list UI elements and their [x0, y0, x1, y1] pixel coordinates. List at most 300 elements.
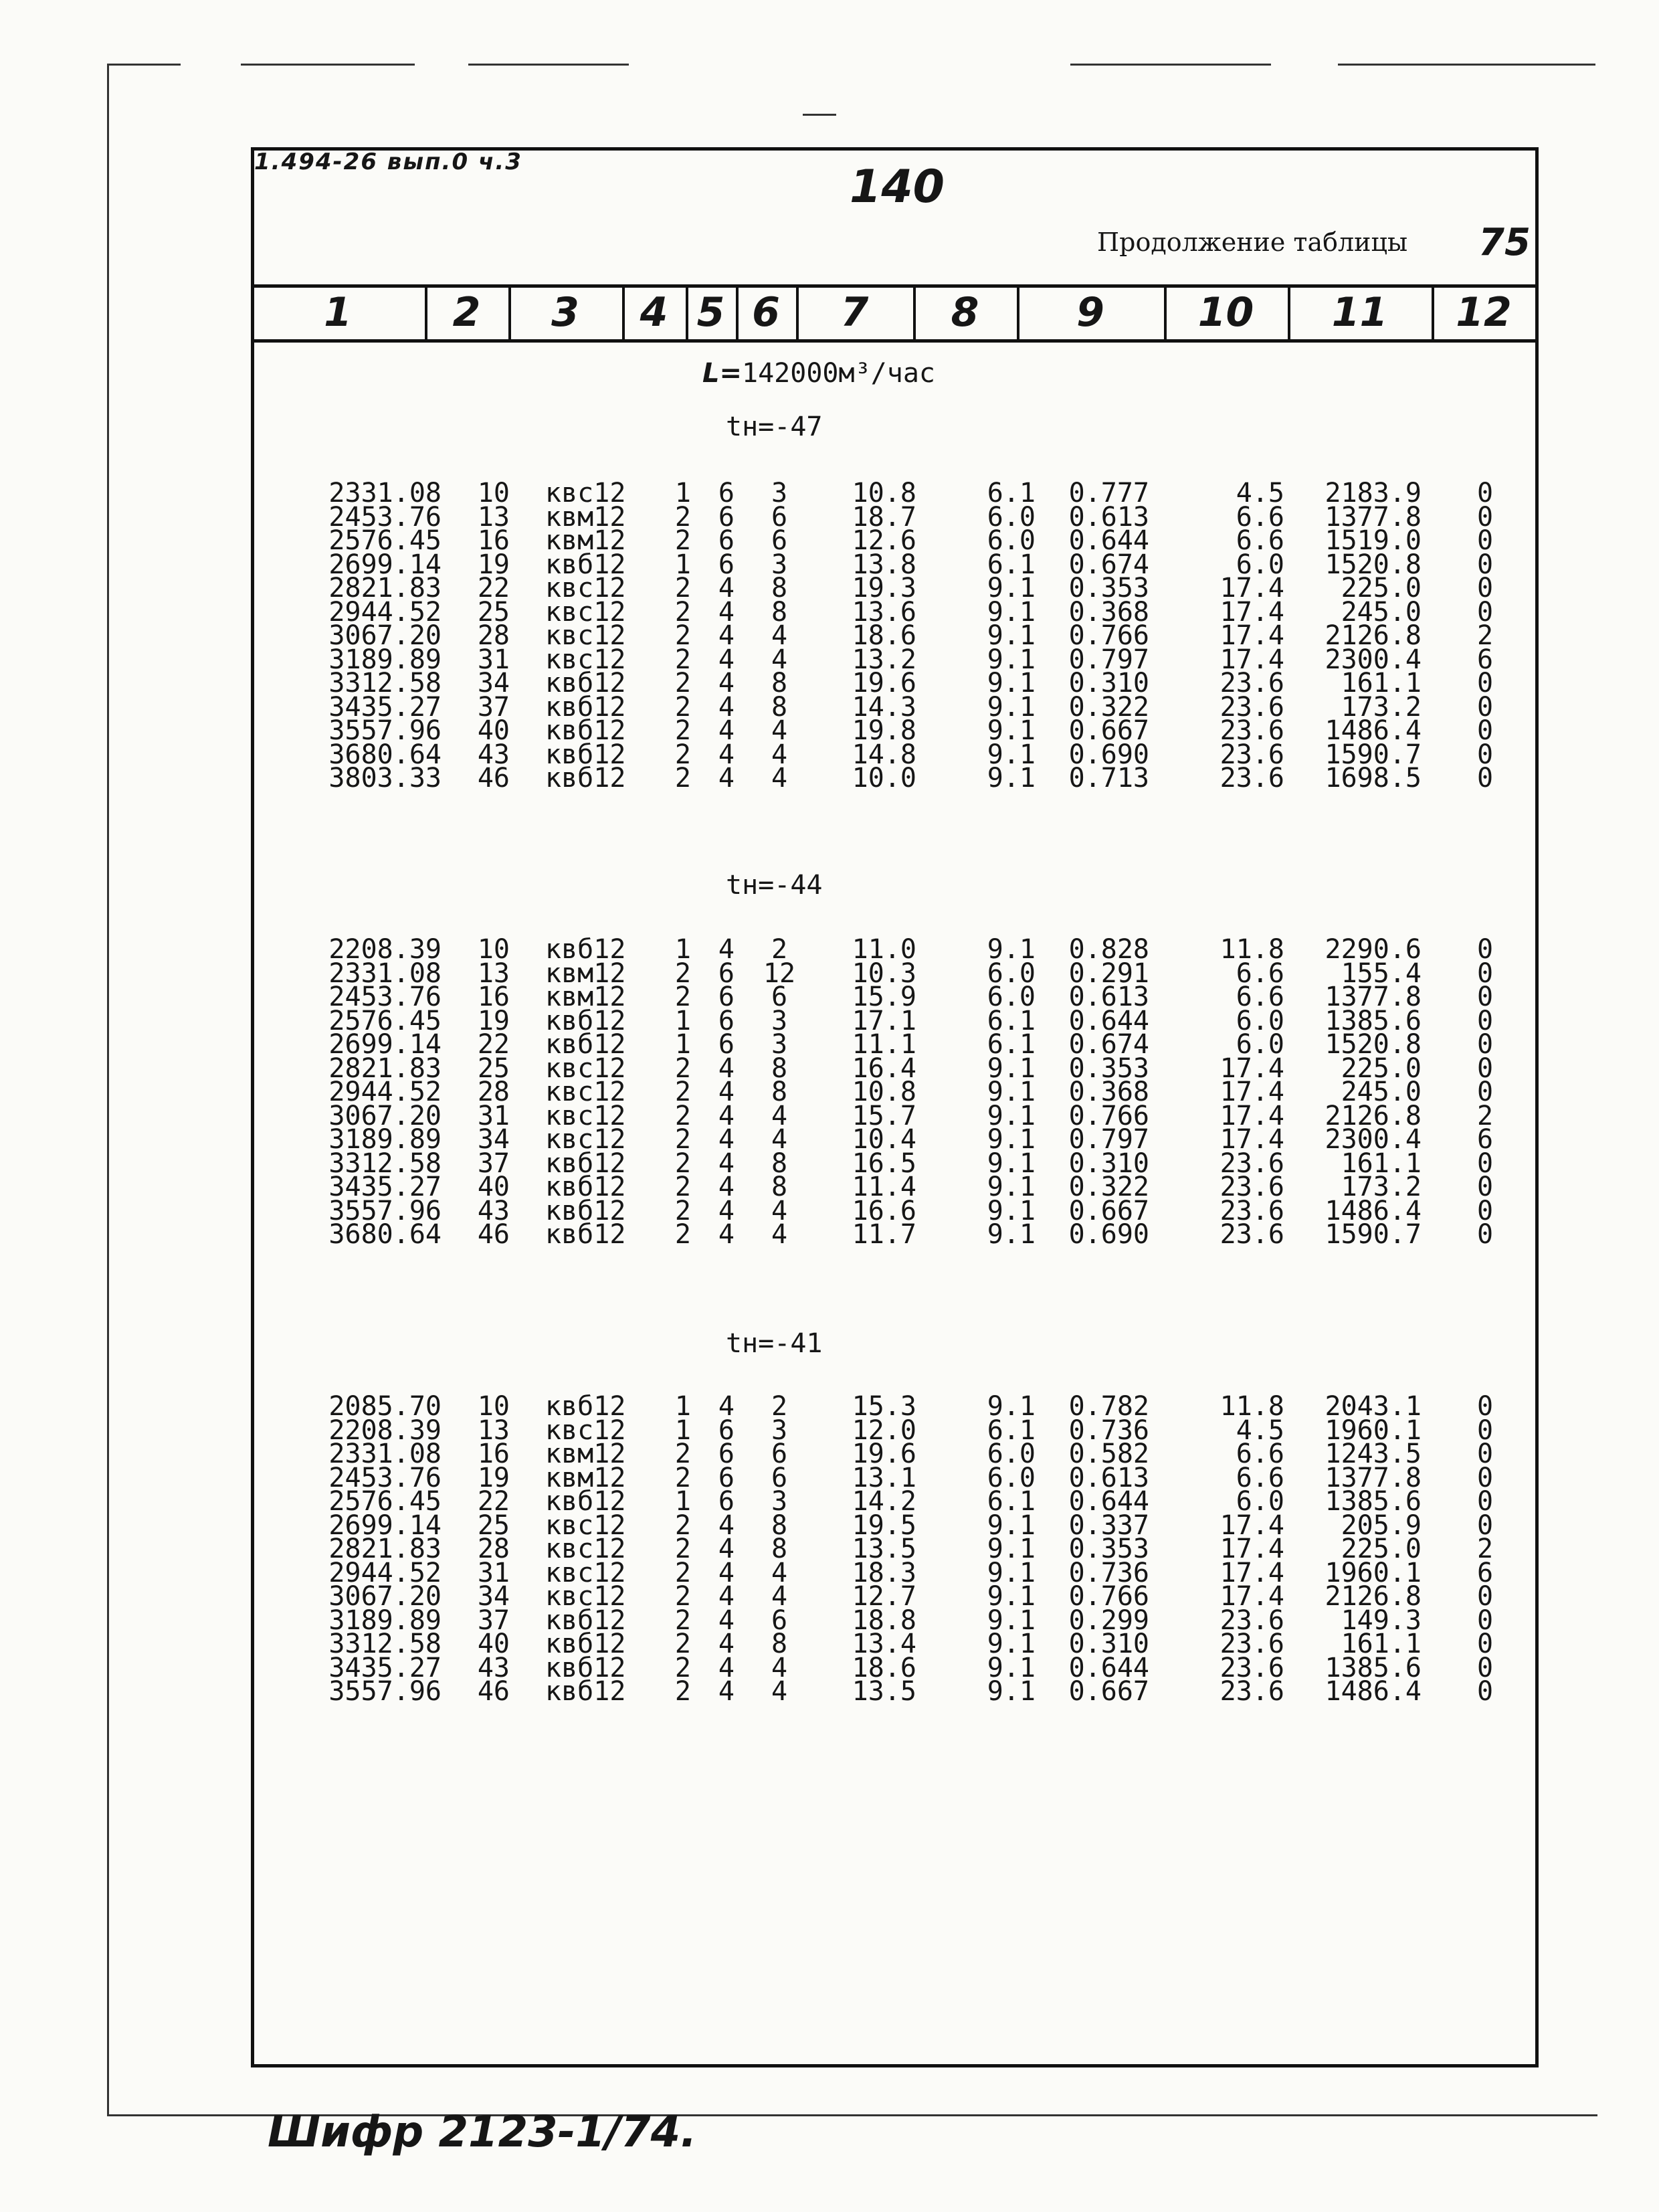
cell-col-10: 17.4 — [1219, 1100, 1284, 1131]
cell-col-8: 9.1 — [987, 691, 1036, 723]
cell-col-12: 0 — [1476, 739, 1494, 770]
cell-col-12: 0 — [1476, 525, 1494, 556]
cell-col-4: 2 — [674, 1439, 691, 1469]
cell-col-12: 2 — [1476, 1100, 1494, 1131]
cell-col-9: 0.613 — [1068, 501, 1149, 533]
cell-col-4: 1 — [674, 934, 691, 965]
cell-col-11: 155.4 — [1341, 957, 1422, 989]
cell-col-2: 13 — [477, 957, 510, 989]
page-number: 140 — [850, 161, 945, 213]
table-number: 75 — [1478, 221, 1531, 264]
cell-col-9: 0.644 — [1068, 1005, 1149, 1036]
cell-col-3: квс12 — [545, 620, 626, 651]
cell-col-7: 18.6 — [852, 1652, 916, 1683]
frame-top-segment — [241, 64, 415, 66]
cell-col-3: квс12 — [545, 1509, 626, 1541]
cell-col-12: 0 — [1476, 1029, 1494, 1060]
cell-col-8: 6.1 — [987, 1486, 1036, 1517]
cell-col-10: 23.6 — [1219, 691, 1284, 723]
cell-col-11: 245.0 — [1341, 596, 1422, 628]
cell-col-2: 46 — [477, 1676, 510, 1707]
cell-col-5: 6 — [718, 1414, 735, 1446]
cell-col-12: 2 — [1476, 620, 1494, 651]
cell-col-6: 6 — [771, 1462, 788, 1493]
document-code: 1.494-26 вып.0 ч.3 — [254, 149, 522, 175]
cell-col-5: 4 — [718, 1629, 735, 1659]
cell-col-10: 17.4 — [1219, 1124, 1284, 1155]
cell-col-11: 2043.1 — [1325, 1391, 1422, 1422]
cell-col-7: 14.3 — [852, 691, 916, 723]
cell-col-1: 3067.20 — [328, 620, 442, 651]
cell-col-1: 2453.76 — [328, 982, 442, 1012]
cell-col-1: 3557.96 — [328, 715, 442, 746]
cell-col-12: 0 — [1476, 1219, 1494, 1250]
cell-col-5: 4 — [718, 934, 735, 965]
cell-col-12: 0 — [1476, 934, 1494, 965]
cell-col-7: 16.5 — [852, 1147, 916, 1179]
cell-col-4: 2 — [674, 1534, 691, 1564]
cell-col-12: 0 — [1476, 1604, 1494, 1636]
cell-col-9: 0.736 — [1068, 1557, 1149, 1588]
cell-col-4: 2 — [674, 501, 691, 533]
cell-col-10: 23.6 — [1219, 1147, 1284, 1179]
cell-col-10: 11.8 — [1219, 934, 1284, 965]
cell-col-9: 0.797 — [1068, 1124, 1149, 1155]
cell-col-10: 4.5 — [1236, 478, 1284, 509]
cell-col-8: 9.1 — [987, 620, 1036, 651]
cell-col-9: 0.667 — [1068, 1676, 1149, 1707]
cell-col-1: 3189.89 — [328, 1604, 442, 1636]
cell-col-10: 4.5 — [1236, 1414, 1284, 1446]
cell-col-6: 12 — [763, 957, 796, 989]
cell-col-11: 173.2 — [1341, 691, 1422, 723]
cell-col-5: 6 — [718, 549, 735, 580]
cell-col-1: 2576.45 — [328, 525, 442, 556]
cell-col-9: 0.310 — [1068, 1629, 1149, 1659]
cell-col-8: 9.1 — [987, 763, 1036, 794]
cell-col-8: 9.1 — [987, 1124, 1036, 1155]
cell-col-2: 16 — [477, 525, 510, 556]
cell-col-1: 2085.70 — [328, 1391, 442, 1422]
cell-col-7: 15.9 — [852, 982, 916, 1012]
cell-col-12: 0 — [1476, 1581, 1494, 1612]
cell-col-6: 4 — [771, 1124, 788, 1155]
cell-col-9: 0.690 — [1068, 739, 1149, 770]
cell-col-2: 46 — [477, 1219, 510, 1250]
cell-col-11: 161.1 — [1341, 1147, 1422, 1179]
cell-col-8: 9.1 — [987, 1172, 1036, 1202]
cell-col-9: 0.644 — [1068, 1652, 1149, 1683]
header-column-number: 2 — [452, 289, 481, 336]
section-temperature-label: tн=-41 — [726, 1328, 823, 1359]
cell-col-6: 4 — [771, 1100, 788, 1131]
cell-col-5: 4 — [718, 1219, 735, 1250]
cell-col-8: 9.1 — [987, 1100, 1036, 1131]
cell-col-4: 2 — [674, 1172, 691, 1202]
cell-col-4: 2 — [674, 1195, 691, 1226]
cell-col-5: 4 — [718, 668, 735, 699]
cell-col-7: 16.6 — [852, 1195, 916, 1226]
cell-col-12: 0 — [1476, 1652, 1494, 1683]
cell-col-10: 6.0 — [1236, 1005, 1284, 1036]
header-column-number: 9 — [1076, 289, 1104, 336]
cell-col-9: 0.310 — [1068, 1147, 1149, 1179]
cell-col-5: 4 — [718, 1391, 735, 1422]
cell-col-6: 6 — [771, 501, 788, 533]
cell-col-9: 0.613 — [1068, 1462, 1149, 1493]
cell-col-6: 4 — [771, 1581, 788, 1612]
cell-col-4: 2 — [674, 1124, 691, 1155]
cell-col-4: 1 — [674, 478, 691, 509]
flow-rate-prefix: L= — [702, 358, 743, 389]
cell-col-3: квб12 — [545, 1629, 626, 1659]
cell-col-6: 4 — [771, 1219, 788, 1250]
cell-col-7: 19.3 — [852, 573, 916, 604]
cell-col-2: 10 — [477, 1391, 510, 1422]
frame-top-segment — [1070, 64, 1271, 66]
cell-col-1: 3312.58 — [328, 668, 442, 699]
header-column-number: 6 — [752, 289, 780, 336]
cell-col-6: 8 — [771, 1534, 788, 1564]
cell-col-7: 10.8 — [852, 1077, 916, 1107]
cell-col-10: 17.4 — [1219, 620, 1284, 651]
cell-col-7: 18.7 — [852, 501, 916, 533]
cell-col-7: 15.7 — [852, 1100, 916, 1131]
cell-col-11: 1590.7 — [1325, 1219, 1422, 1250]
cell-col-3: квс12 — [545, 1557, 626, 1588]
cell-col-6: 3 — [771, 478, 788, 509]
cell-col-7: 13.8 — [852, 549, 916, 580]
cell-col-5: 4 — [718, 691, 735, 723]
cell-col-2: 34 — [477, 668, 510, 699]
cell-col-11: 2126.8 — [1325, 1100, 1422, 1131]
cell-col-12: 0 — [1476, 1462, 1494, 1493]
cell-col-10: 23.6 — [1219, 1195, 1284, 1226]
cell-col-1: 2208.39 — [328, 1414, 442, 1446]
cell-col-7: 11.0 — [852, 934, 916, 965]
cell-col-3: квм12 — [545, 982, 626, 1012]
cell-col-10: 23.6 — [1219, 668, 1284, 699]
cell-col-8: 9.1 — [987, 573, 1036, 604]
cell-col-7: 16.4 — [852, 1052, 916, 1084]
cell-col-6: 8 — [771, 1509, 788, 1541]
cell-col-7: 13.6 — [852, 596, 916, 628]
cell-col-9: 0.291 — [1068, 957, 1149, 989]
cell-col-8: 6.0 — [987, 1439, 1036, 1469]
cell-col-1: 3067.20 — [328, 1581, 442, 1612]
cell-col-8: 9.1 — [987, 1219, 1036, 1250]
cell-col-10: 23.6 — [1219, 1676, 1284, 1707]
cell-col-7: 10.8 — [852, 478, 916, 509]
cell-col-3: квс12 — [545, 1052, 626, 1084]
cell-col-3: квб12 — [545, 739, 626, 770]
cell-col-1: 3680.64 — [328, 1219, 442, 1250]
header-bottom-rule — [251, 339, 1539, 343]
cell-col-7: 11.4 — [852, 1172, 916, 1202]
cell-col-2: 31 — [477, 644, 510, 675]
cell-col-1: 2699.14 — [328, 549, 442, 580]
cell-col-5: 6 — [718, 1486, 735, 1517]
cell-col-2: 34 — [477, 1581, 510, 1612]
cell-col-10: 17.4 — [1219, 1077, 1284, 1107]
cell-col-7: 10.4 — [852, 1124, 916, 1155]
cell-col-3: квб12 — [545, 934, 626, 965]
cell-col-9: 0.368 — [1068, 596, 1149, 628]
cell-col-11: 225.0 — [1341, 1534, 1422, 1564]
cell-col-11: 1377.8 — [1325, 1462, 1422, 1493]
cell-col-1: 2699.14 — [328, 1509, 442, 1541]
cell-col-9: 0.368 — [1068, 1077, 1149, 1107]
cell-col-11: 245.0 — [1341, 1077, 1422, 1107]
cell-col-12: 6 — [1476, 1557, 1494, 1588]
cell-col-10: 17.4 — [1219, 573, 1284, 604]
cell-col-1: 2944.52 — [328, 596, 442, 628]
frame-top-segment — [468, 64, 629, 66]
cell-col-9: 0.690 — [1068, 1219, 1149, 1250]
cell-col-1: 2699.14 — [328, 1029, 442, 1060]
cell-col-4: 2 — [674, 1219, 691, 1250]
cell-col-1: 2576.45 — [328, 1005, 442, 1036]
cell-col-2: 28 — [477, 1534, 510, 1564]
cell-col-5: 4 — [718, 715, 735, 746]
cell-col-2: 40 — [477, 1172, 510, 1202]
cell-col-1: 3189.89 — [328, 1124, 442, 1155]
cell-col-12: 0 — [1476, 982, 1494, 1012]
cell-col-8: 9.1 — [987, 1581, 1036, 1612]
cell-col-8: 6.1 — [987, 1414, 1036, 1446]
cell-col-4: 2 — [674, 620, 691, 651]
cell-col-11: 1486.4 — [1325, 1676, 1422, 1707]
cell-col-4: 2 — [674, 668, 691, 699]
cell-col-7: 17.1 — [852, 1005, 916, 1036]
cell-col-2: 16 — [477, 1439, 510, 1469]
cell-col-2: 19 — [477, 549, 510, 580]
cell-col-1: 2821.83 — [328, 1534, 442, 1564]
cell-col-8: 6.1 — [987, 1005, 1036, 1036]
cell-col-8: 6.0 — [987, 982, 1036, 1012]
cell-col-8: 9.1 — [987, 1652, 1036, 1683]
cell-col-9: 0.353 — [1068, 573, 1149, 604]
cell-col-1: 2208.39 — [328, 934, 442, 965]
cell-col-2: 46 — [477, 763, 510, 794]
cell-col-4: 2 — [674, 1652, 691, 1683]
header-top-rule — [251, 284, 1539, 288]
cell-col-11: 1698.5 — [1325, 763, 1422, 794]
cell-col-12: 0 — [1476, 596, 1494, 628]
cell-col-2: 28 — [477, 620, 510, 651]
cell-col-3: квб12 — [545, 1391, 626, 1422]
cell-col-4: 2 — [674, 1557, 691, 1588]
cell-col-2: 43 — [477, 739, 510, 770]
cell-col-6: 4 — [771, 1676, 788, 1707]
cell-col-6: 4 — [771, 763, 788, 794]
cell-col-2: 10 — [477, 934, 510, 965]
cell-col-1: 3680.64 — [328, 739, 442, 770]
cell-col-4: 2 — [674, 525, 691, 556]
cell-col-12: 0 — [1476, 549, 1494, 580]
cell-col-1: 3435.27 — [328, 1172, 442, 1202]
cell-col-1: 3312.58 — [328, 1629, 442, 1659]
cell-col-12: 0 — [1476, 668, 1494, 699]
cell-col-10: 6.6 — [1236, 957, 1284, 989]
cell-col-11: 1519.0 — [1325, 525, 1422, 556]
cell-col-9: 0.797 — [1068, 644, 1149, 675]
cell-col-9: 0.782 — [1068, 1391, 1149, 1422]
cell-col-8: 9.1 — [987, 596, 1036, 628]
cell-col-12: 2 — [1476, 1534, 1494, 1564]
cell-col-3: квб12 — [545, 1486, 626, 1517]
cell-col-10: 6.0 — [1236, 1486, 1284, 1517]
cell-col-12: 0 — [1476, 1147, 1494, 1179]
cell-col-11: 2126.8 — [1325, 1581, 1422, 1612]
cell-col-5: 4 — [718, 739, 735, 770]
cell-col-10: 23.6 — [1219, 739, 1284, 770]
header-column-number: 1 — [324, 289, 352, 336]
cell-col-9: 0.353 — [1068, 1052, 1149, 1084]
cell-col-1: 3312.58 — [328, 1147, 442, 1179]
cell-col-12: 0 — [1476, 1005, 1494, 1036]
header-column-number: 3 — [551, 289, 579, 336]
cell-col-1: 3435.27 — [328, 691, 442, 723]
cell-col-2: 40 — [477, 1629, 510, 1659]
cell-col-10: 17.4 — [1219, 596, 1284, 628]
cell-col-6: 8 — [771, 1172, 788, 1202]
cell-col-1: 2944.52 — [328, 1557, 442, 1588]
cell-col-4: 2 — [674, 1147, 691, 1179]
cell-col-3: квс12 — [545, 1534, 626, 1564]
cell-col-7: 19.6 — [852, 668, 916, 699]
cell-col-9: 0.337 — [1068, 1509, 1149, 1541]
cell-col-10: 6.6 — [1236, 1462, 1284, 1493]
cell-col-11: 1590.7 — [1325, 739, 1422, 770]
cell-col-12: 0 — [1476, 1195, 1494, 1226]
cell-col-3: квм12 — [545, 957, 626, 989]
cell-col-7: 14.2 — [852, 1486, 916, 1517]
cell-col-12: 0 — [1476, 501, 1494, 533]
cell-col-4: 2 — [674, 1100, 691, 1131]
cell-col-11: 2300.4 — [1325, 644, 1422, 675]
flow-rate-value: 142000м³/час — [742, 358, 935, 389]
cell-col-3: квс12 — [545, 644, 626, 675]
cell-col-10: 23.6 — [1219, 1604, 1284, 1636]
flow-rate — [702, 358, 935, 389]
cell-col-11: 1520.8 — [1325, 1029, 1422, 1060]
cell-col-5: 6 — [718, 478, 735, 509]
cell-col-10: 17.4 — [1219, 644, 1284, 675]
cell-col-6: 6 — [771, 1439, 788, 1469]
cell-col-4: 2 — [674, 644, 691, 675]
cell-col-7: 13.2 — [852, 644, 916, 675]
cell-col-10: 6.0 — [1236, 1029, 1284, 1060]
cell-col-5: 4 — [718, 1581, 735, 1612]
cell-col-12: 0 — [1476, 1077, 1494, 1107]
cell-col-2: 37 — [477, 1604, 510, 1636]
cell-col-8: 9.1 — [987, 934, 1036, 965]
cell-col-8: 9.1 — [987, 668, 1036, 699]
cell-col-9: 0.667 — [1068, 715, 1149, 746]
cell-col-9: 0.828 — [1068, 934, 1149, 965]
cell-col-9: 0.674 — [1068, 549, 1149, 580]
cell-col-4: 2 — [674, 1462, 691, 1493]
cell-col-12: 0 — [1476, 1486, 1494, 1517]
cell-col-6: 8 — [771, 1147, 788, 1179]
cell-col-8: 9.1 — [987, 1195, 1036, 1226]
header-column-number: 4 — [640, 289, 668, 336]
cell-col-12: 6 — [1476, 1124, 1494, 1155]
cell-col-8: 9.1 — [987, 1557, 1036, 1588]
cell-col-3: квм12 — [545, 525, 626, 556]
cell-col-6: 3 — [771, 1486, 788, 1517]
cell-col-8: 6.0 — [987, 1462, 1036, 1493]
cell-col-5: 6 — [718, 1439, 735, 1469]
cell-col-9: 0.644 — [1068, 1486, 1149, 1517]
cell-col-10: 6.6 — [1236, 982, 1284, 1012]
cell-col-4: 1 — [674, 1414, 691, 1446]
cell-col-7: 13.4 — [852, 1629, 916, 1659]
cell-col-9: 0.613 — [1068, 982, 1149, 1012]
cell-col-4: 1 — [674, 1029, 691, 1060]
cell-col-2: 10 — [477, 478, 510, 509]
cell-col-3: квб12 — [545, 691, 626, 723]
cell-col-11: 225.0 — [1341, 1052, 1422, 1084]
cell-col-6: 8 — [771, 596, 788, 628]
cell-col-11: 1377.8 — [1325, 982, 1422, 1012]
cell-col-11: 1243.5 — [1325, 1439, 1422, 1469]
cell-col-2: 43 — [477, 1195, 510, 1226]
cell-col-2: 37 — [477, 1147, 510, 1179]
cell-col-3: квб12 — [545, 715, 626, 746]
cell-col-6: 4 — [771, 1557, 788, 1588]
cell-col-4: 1 — [674, 1391, 691, 1422]
cell-col-6: 4 — [771, 739, 788, 770]
cell-col-8: 9.1 — [987, 1391, 1036, 1422]
cell-col-2: 19 — [477, 1462, 510, 1493]
cell-col-4: 2 — [674, 1676, 691, 1707]
continuation-label: Продолжение таблицы — [1097, 227, 1408, 257]
cell-col-11: 1385.6 — [1325, 1005, 1422, 1036]
cell-col-6: 3 — [771, 1005, 788, 1036]
cell-col-1: 2331.08 — [328, 478, 442, 509]
cell-col-3: квс12 — [545, 573, 626, 604]
cell-col-5: 4 — [718, 1604, 735, 1636]
cell-col-8: 9.1 — [987, 1077, 1036, 1107]
cell-col-12: 0 — [1476, 1509, 1494, 1541]
cell-col-7: 11.1 — [852, 1029, 916, 1060]
cell-col-9: 0.766 — [1068, 1100, 1149, 1131]
cell-col-8: 6.1 — [987, 478, 1036, 509]
cell-col-11: 161.1 — [1341, 668, 1422, 699]
cell-col-1: 3189.89 — [328, 644, 442, 675]
cell-col-4: 1 — [674, 549, 691, 580]
cell-col-1: 2331.08 — [328, 957, 442, 989]
cell-col-5: 4 — [718, 573, 735, 604]
cell-col-5: 6 — [718, 525, 735, 556]
cell-col-9: 0.674 — [1068, 1029, 1149, 1060]
cell-col-4: 2 — [674, 763, 691, 794]
cell-col-4: 2 — [674, 1509, 691, 1541]
cell-col-2: 31 — [477, 1557, 510, 1588]
cell-col-6: 8 — [771, 1629, 788, 1659]
cell-col-5: 4 — [718, 1077, 735, 1107]
cell-col-7: 18.6 — [852, 620, 916, 651]
cell-col-9: 0.322 — [1068, 1172, 1149, 1202]
cell-col-8: 9.1 — [987, 1676, 1036, 1707]
cell-col-3: квм12 — [545, 1462, 626, 1493]
cell-col-4: 2 — [674, 1629, 691, 1659]
cell-col-3: квб12 — [545, 1219, 626, 1250]
cell-col-5: 6 — [718, 501, 735, 533]
cell-col-6: 4 — [771, 620, 788, 651]
